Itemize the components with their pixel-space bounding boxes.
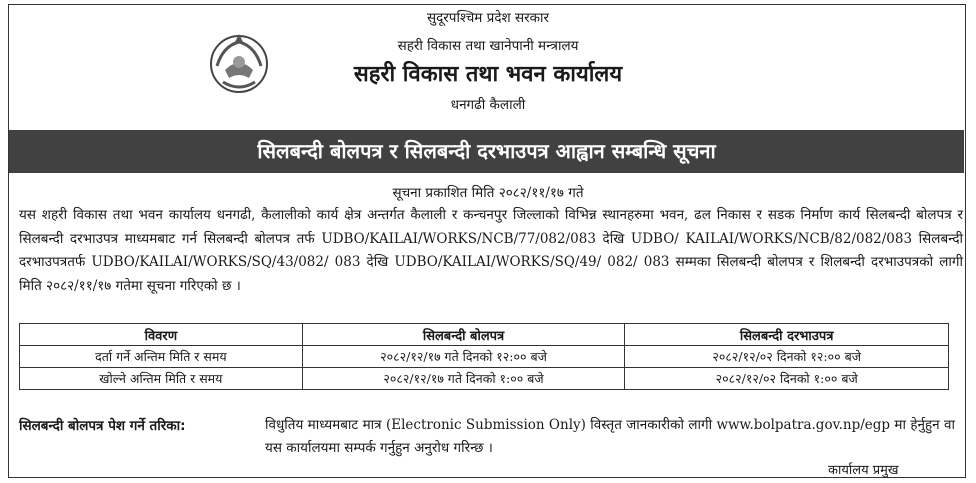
header-office-title: सहरी विकास तथा भवन कार्यालय — [353, 62, 623, 87]
table-header-cell: सिलबन्दी बोलपत्र — [302, 324, 625, 346]
header-ministry: सहरी विकास तथा खानेपानी मन्त्रालय — [397, 38, 579, 54]
table-cell: २०८२/१२/०२ दिनको १२:०० बजे — [625, 346, 949, 368]
table-cell: २०८२/१२/१७ गते दिनको १:०० बजे — [302, 368, 625, 390]
table-header-row — [20, 324, 949, 346]
table-cell: खोल्ने अन्तिम मिति र समय — [20, 368, 303, 390]
submission-method-text: विधुतिय माध्यमबाट मात्र (Electronic Submission Only) विस्तृत जानकारीको लागी www.bolpatra.gov.np/egp मा हेर्नुहुन वा यस कार्यालयमा सम्पर्क गर्नुहुन अनुरोध गरिन्छ । — [265, 417, 955, 456]
table-cell: २०८२/१२/०२ दिनको १:०० बजे — [625, 368, 949, 390]
table-cell: दर्ता गर्ने अन्तिम मिति र समय — [20, 346, 303, 368]
deadline-table — [19, 323, 949, 390]
signature-office-chief: कार्यालय प्रमुख — [828, 463, 899, 478]
table-row — [20, 346, 949, 368]
submission-method-label: सिलबन्दी बोलपत्र पेश गर्ने तरिका: — [19, 418, 186, 434]
table-row — [20, 368, 949, 390]
header-location: धनगढी कैलाली — [450, 97, 526, 113]
notice-body: यस शहरी विकास तथा भवन कार्यालय धनगढी, कैलालीको कार्य क्षेत्र अन्तर्गत कैलाली र कन्चनपुर जिल्लाको विभिन्न स्थानहरुमा भवन, ढल निकास र सडक निर्माण कार्य सिलबन्दी बोलपत्र र सिलबन्दी दरभाउपत्र माध्यमबाट गर्न सिलबन्दी बोलपत्र तर्फ UDBO/KAILAI/WORKS/NCB/77/082/083 देखि UDBO/ KAILAI/WORKS/NCB/82/082/083 सिलबन्दी दरभाउपत्रतर्फ UDBO/KAILAI/WORKS/SQ/43/082/ 083 देखि UDBO/KAILAI/WORKS/SQ/49/ 082/ 083 सम्मका सिलबन्दी बोलपत्र र शिलबन्दी दरभाउपत्रको लागी मिति २०८२/११/१७ गतेमा सूचना गरिएको छ । — [19, 207, 963, 294]
notice-title-banner: सिलबन्दी बोलपत्र र सिलबन्दी दरभाउपत्र आह्वान सम्बन्धि सूचना — [9, 130, 964, 173]
publish-date: सूचना प्रकाशित मिति २०८२/११/१७ गते — [392, 185, 584, 201]
header-line1: सुदूरपश्चिम प्रदेश सरकार — [426, 10, 549, 26]
table-header-cell: विवरण — [20, 324, 303, 346]
table-cell: २०८२/१२/१७ गते दिनको १२:०० बजे — [302, 346, 625, 368]
table-header-cell: सिलबन्दी दरभाउपत्र — [625, 324, 949, 346]
